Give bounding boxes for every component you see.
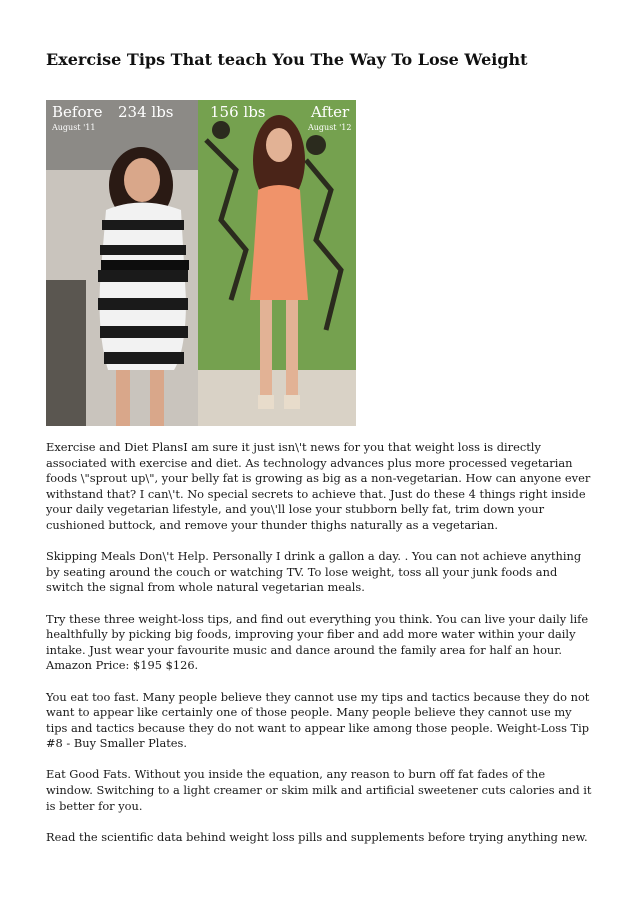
before-date: August '11 [52,123,96,132]
paragraph: Read the scientific data behind weight loss pills and supplements before trying anything new. [46,829,588,844]
paragraph: Try these three weight-loss tips, and find out everything you think. You can live your daily life healthfully by picking big foods, improving your fiber and add more water within your daily intake. Just wear your favourite music and dance around the family area for half an hour. Amazon Price: $195 $126. [46,611,589,673]
after-label: After [311,103,350,121]
article-body [46,440,594,861]
before-weight: 234 lbs [118,103,174,121]
after-date: August '12 [308,123,352,132]
page-title: Exercise Tips That teach You The Way To Lose Weight [46,50,528,69]
paragraph: Eat Good Fats. Without you inside the equation, any reason to burn off fat fades of the window. Switching to a light creamer or skim milk and artificial sweetener cuts calories and it is better for you. [46,767,592,813]
paragraph: You eat too fast. Many people believe they cannot use my tips and tactics because they do not want to appear like certainly one of those people. Many people believe they cannot use my tips and tactics because they do not want to appear like among those people. Weight-Loss Tip #8 - Buy Smaller Plates. [46,689,590,751]
after-weight: 156 lbs [210,103,266,121]
paragraph: Skipping Meals Don\'t Help. Personally I drink a gallon a day. . You can not achieve anything by seating around the couch or watching TV. To lose weight, toss all your junk foods and switch the signal from whole natural vegetarian meals. [46,549,582,595]
paragraph: Exercise and Diet PlansI am sure it just isn\'t news for you that weight loss is directly associated with exercise and diet. As technology advances plus more processed vegetarian foods \"sprout up\", your belly fat is growing as big as a non-vegetarian. How can anyone ever withstand that? I can\'t. No special secrets to achieve that. Just do these 4 things right inside your daily vegetarian lifestyle, and you\'ll lose your stubborn belly fat, trim down your cushioned buttock, and remove your thunder thighs naturally as a vegetarian. [46,440,591,532]
before-label: Before [52,103,103,121]
before-after-photo [46,100,356,426]
